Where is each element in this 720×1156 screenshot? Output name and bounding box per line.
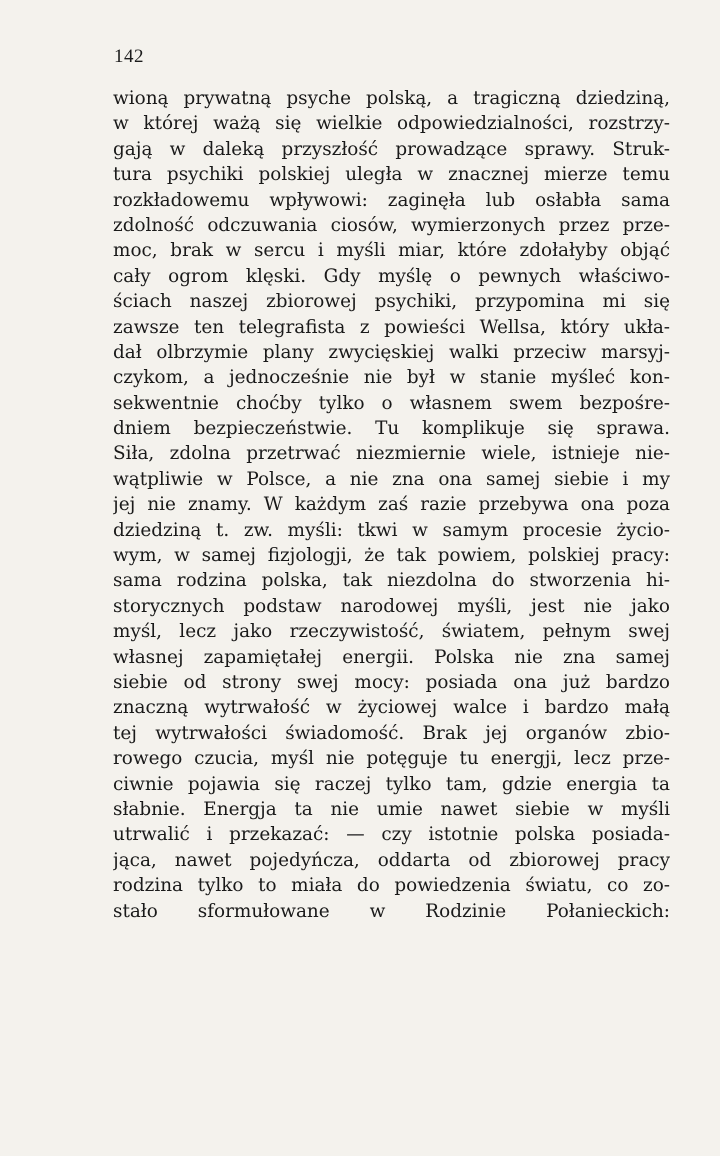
text-line: Siła, zdolna przetrwać niezmiernie wiele, istnieje nie- bbox=[113, 443, 670, 465]
text-line: siebie od strony swej mocy: posiada ona już bardzo bbox=[113, 671, 670, 693]
text-line: rowego czucia, myśl nie potęguje tu energji, lecz prze- bbox=[113, 748, 670, 770]
text-line: dał olbrzymie plany zwycięskiej walki przeciw marsyj- bbox=[113, 341, 670, 363]
text-line: cały ogrom klęski. Gdy myślę o pewnych właściwo- bbox=[113, 265, 670, 287]
text-line: tura psychiki polskiej uległa w znacznej mierze temu bbox=[113, 164, 670, 186]
text-line: dniem bezpieczeństwie. Tu komplikuje się sprawa. bbox=[113, 418, 670, 440]
text-line: słabnie. Energja ta nie umie nawet siebie w myśli bbox=[113, 798, 670, 820]
text-line: zawsze ten telegrafista z powieści Wellsa, który ukła- bbox=[113, 316, 670, 338]
text-line: ciwnie pojawia się raczej tylko tam, gdzie energia ta bbox=[113, 773, 670, 795]
text-line: myśl, lecz jako rzeczywistość, światem, pełnym swej bbox=[113, 621, 670, 643]
text-line: wioną prywatną psyche polską, a tragiczną dziedziną, bbox=[113, 88, 670, 109]
text-line: storycznych podstaw narodowej myśli, jest nie jako bbox=[113, 595, 670, 617]
text-line: ściach naszej zbiorowej psychiki, przypomina mi się bbox=[113, 291, 670, 313]
text-line: moc, brak w sercu i myśli miar, które zdołałyby objąć bbox=[113, 240, 670, 262]
text-line: tej wytrwałości świadomość. Brak jej organów zbio- bbox=[113, 722, 670, 744]
page-number: 142 bbox=[114, 46, 144, 67]
text-line: wątpliwie w Polsce, a nie zna ona samej siebie i my bbox=[113, 468, 670, 490]
body-text bbox=[113, 86, 670, 924]
text-line: w której ważą się wielkie odpowiedzialności, rozstrzy- bbox=[113, 113, 670, 135]
text-line: rozkładowemu wpływowi: zaginęła lub osłabła sama bbox=[113, 189, 670, 211]
text-line: znaczną wytrwałość w życiowej walce i bardzo małą bbox=[113, 697, 670, 719]
text-line: dziedziną t. zw. myśli: tkwi w samym procesie życio- bbox=[113, 519, 670, 541]
text-line: własnej zapamiętałej energii. Polska nie zna samej bbox=[113, 646, 670, 668]
text-line: czykom, a jednocześnie nie był w stanie myśleć kon- bbox=[113, 367, 670, 389]
text-line: sama rodzina polska, tak niezdolna do stworzenia hi- bbox=[113, 570, 670, 592]
text-line: jej nie znamy. W każdym zaś razie przebywa ona poza bbox=[113, 494, 670, 516]
text-line: sekwentnie choćby tylko o własnem swem bezpośre- bbox=[113, 392, 670, 414]
text-line: zdolność odczuwania ciosów, wymierzonych przez prze- bbox=[113, 214, 670, 236]
text-line: rodzina tylko to miała do powiedzenia światu, co zo- bbox=[113, 875, 670, 897]
text-line: stało sformułowane w Rodzinie Połanieckich: bbox=[113, 900, 670, 922]
text-line: jąca, nawet pojedyńcza, oddarta od zbiorowej pracy bbox=[113, 849, 670, 871]
text-line: wym, w samej fizjologji, że tak powiem, polskiej pracy: bbox=[113, 545, 670, 567]
text-line: gają w daleką przyszłość prowadzące sprawy. Struk- bbox=[113, 138, 670, 160]
text-line: utrwalić i przekazać: — czy istotnie polska posiada- bbox=[113, 824, 670, 846]
